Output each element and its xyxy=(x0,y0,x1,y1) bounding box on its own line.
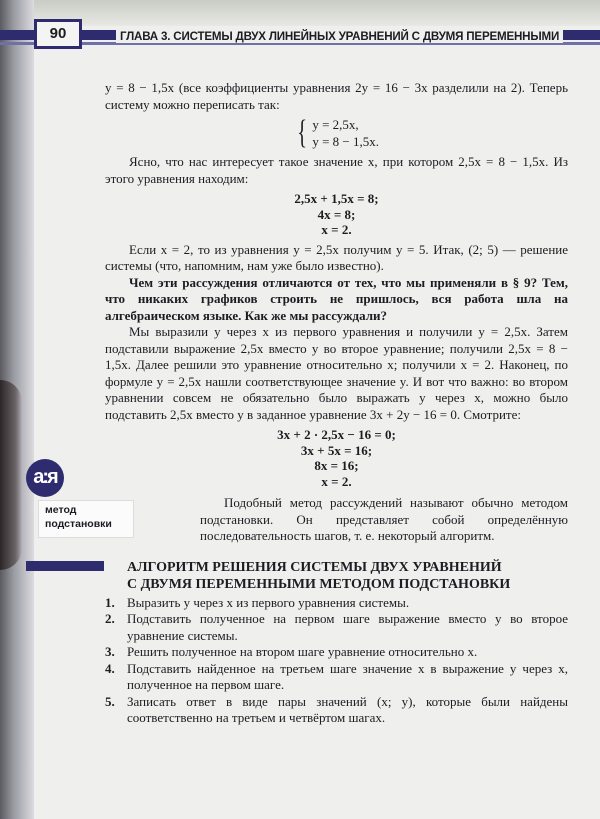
algorithm-title-line-1: АЛГОРИТМ РЕШЕНИЯ СИСТЕМЫ ДВУХ УРАВНЕНИЙ xyxy=(127,559,502,575)
step-text: Записать ответ в виде пары значений (x; y), которые были найдены соответственно на третьем и четвёртом шагах. xyxy=(127,693,568,725)
system-eq-2: y = 8 − 1,5x. xyxy=(312,134,379,149)
system-eq-1: y = 2,5x, xyxy=(312,117,359,132)
page-number: 90 xyxy=(34,19,82,49)
paragraph-6: Подобный метод рассуждений называют обычно методом подстановки. Он представляет собой определённую последовательность шагов, т. е. некоторый алгоритм. xyxy=(200,495,568,543)
chapter-title: ГЛАВА 3. СИСТЕМЫ ДВУХ ЛИНЕЙНЫХ УРАВНЕНИЙ С ДВУМЯ ПЕРЕМЕННЫМИ xyxy=(116,30,563,43)
equation: x = 2. xyxy=(321,222,352,237)
glossary-term-box xyxy=(38,500,134,538)
list-item xyxy=(105,644,568,661)
algorithm-section xyxy=(105,559,568,727)
step-text: Подставить найденное на третьем шаге значение x в выражение y через x, полученное на первом шаге. xyxy=(127,660,568,692)
paragraph-4: Чем эти рассуждения отличаются от тех, что мы применяли в § 9? Тем, что никаких графиков строить не пришлось, вся работа шла на алгебраическом языке. Как же мы рассуждали? xyxy=(105,274,568,323)
main-text-column xyxy=(33,80,568,727)
step-text: Подставить полученное на первом шаге выражение вместо y во второе уравнение системы. xyxy=(127,611,568,643)
system-brace: { xyxy=(297,114,308,151)
equations-block-1 xyxy=(105,191,568,238)
list-item xyxy=(105,611,568,644)
equation: 8x = 16; xyxy=(314,458,359,473)
page-top-edge xyxy=(0,0,600,26)
step-number: 4. xyxy=(105,660,115,676)
equation-system xyxy=(105,116,568,150)
thumb-shadow xyxy=(0,380,22,570)
term-line-1: метод xyxy=(45,504,77,516)
list-item xyxy=(105,661,568,694)
list-item xyxy=(105,595,568,612)
equation: 2,5x + 1,5x = 8; xyxy=(294,191,379,206)
system-equations xyxy=(312,116,379,150)
algorithm-title xyxy=(127,559,568,593)
glossary-az-icon: а:я xyxy=(26,459,64,497)
list-item xyxy=(105,694,568,727)
algorithm-steps xyxy=(105,595,568,727)
step-number: 3. xyxy=(105,644,115,659)
paragraph-5: Мы выразили y через x из первого уравнения и получили y = 2,5x. Затем подставили выражение 2,5x вместо y во второе уравнение; получили 2,5x = 8 − 1,5x. Далее решили это уравнение относительно x; получили x = 2. Наконец, по формуле y = 2,5x нашли соответствующее значение y. И вот что важно: во втором уравнении совсем не обязательно было выражать y через x, можно было подставить 2,5x вместо y в заданное уравнение 3x + 2y − 16 = 0. Смотрите: xyxy=(105,324,568,422)
term-line-2: подстановки xyxy=(45,518,112,530)
algorithm-title-line-2: С ДВУМЯ ПЕРЕМЕННЫМИ МЕТОДОМ ПОДСТАНОВКИ xyxy=(127,576,511,592)
step-number: 2. xyxy=(105,611,115,626)
equation: 4x = 8; xyxy=(317,206,356,222)
step-text: Выразить y через x из первого уравнения системы. xyxy=(127,594,410,610)
equation: x = 2. xyxy=(321,473,352,489)
step-number: 5. xyxy=(105,693,115,709)
step-number: 1. xyxy=(105,594,115,610)
section-marker-bar xyxy=(26,561,104,571)
step-text: Решить полученное на втором шаге уравнение относительно x. xyxy=(127,644,478,659)
equation: 3x + 5x = 16; xyxy=(300,442,373,458)
paragraph-3: Если x = 2, то из уравнения y = 2,5x получим y = 5. Итак, (2; 5) — решение системы (что, напомним, нам уже было известно). xyxy=(105,241,568,273)
paragraph-2: Ясно, что нас интересует такое значение x, при котором 2,5x = 8 − 1,5x. Из этого уравнения находим: xyxy=(105,154,568,186)
equation: 3x + 2 · 2,5x − 16 = 0; xyxy=(277,427,396,442)
equations-block-2 xyxy=(105,427,568,489)
paragraph-1: y = 8 − 1,5x (все коэффициенты уравнения 2y = 16 − 3x разделили на 2). Теперь систему можно переписать так: xyxy=(105,80,568,112)
